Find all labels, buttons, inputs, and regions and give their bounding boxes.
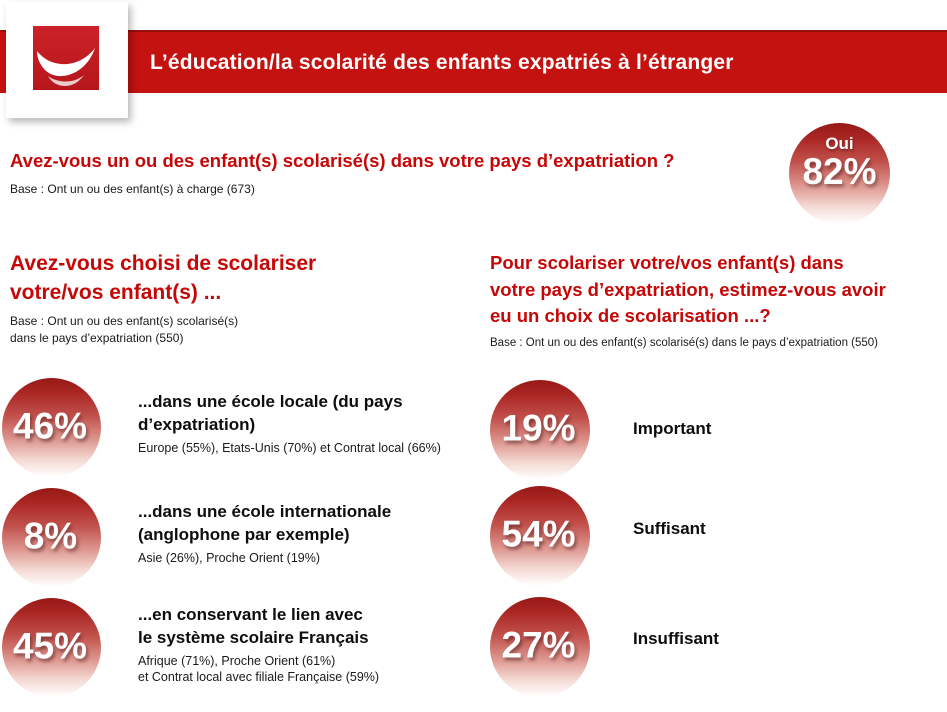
item-label-line: ...en conservant le lien avec [138, 605, 363, 624]
item-label [138, 500, 483, 546]
question1-base: Base : Ont un ou des enfant(s) à charge (673) [10, 182, 255, 196]
question1-block [10, 150, 674, 198]
slide-title: L’éducation/la scolarité des enfants expatriés à l’étranger [150, 50, 734, 74]
item-ecole-internationale [138, 500, 483, 567]
percent-bubble-insuffisant [490, 597, 590, 697]
item-detail-line: Asie (26%), Proche Orient (19%) [138, 551, 321, 565]
item-label-line: d’expatriation) [138, 415, 256, 434]
title-banner [0, 30, 947, 93]
question3-title-line1: Pour scolariser votre/vos enfant(s) dans [490, 252, 844, 273]
label-important: Important [633, 419, 712, 438]
item-label-line: ...dans une école locale (du pays [138, 392, 403, 411]
percent-value: 54% [501, 513, 576, 555]
oui-value: 82% [802, 151, 877, 192]
question2-title [10, 249, 410, 307]
item-detail-line: Afrique (71%), Proche Orient (61%) [138, 654, 336, 668]
percent-value: 27% [501, 624, 576, 666]
item-detail-line: et Contrat local avec filiale Française (59%) [138, 669, 380, 684]
percent-bubble-ecole-locale [2, 378, 101, 477]
question2-title-line1: Avez-vous choisi de scolariser [10, 252, 317, 275]
question3-base: Base : Ont un ou des enfant(s) scolarisé(s) dans le pays d’expatriation (550) [490, 336, 879, 349]
percent-bubble-ecole-internationale [2, 488, 101, 587]
percent-bubble-important [490, 380, 590, 480]
question2-base-line2: dans le pays d’expatriation (550) [10, 331, 184, 345]
percent-value: 45% [12, 624, 88, 666]
item-systeme-francais [138, 603, 483, 685]
item-label [138, 390, 483, 436]
label-insuffisant: Insuffisant [633, 629, 719, 648]
oui-label: Oui [825, 134, 854, 153]
item-detail [138, 441, 483, 457]
item-label [138, 603, 483, 649]
logo-card [6, 2, 128, 118]
oui-bubble [789, 123, 890, 224]
smile-icon [33, 26, 99, 90]
percent-bubble-suffisant [490, 486, 590, 586]
item-ecole-locale [138, 390, 483, 457]
percent-value: 46% [12, 404, 88, 446]
smile-logo-icon [33, 26, 99, 90]
question2-base [10, 313, 410, 347]
question2-base-line1: Base : Ont un ou des enfant(s) scolarisé(s) [10, 314, 239, 328]
question2-title-line2: votre/vos enfant(s) ... [10, 281, 222, 304]
item-detail [138, 654, 483, 685]
item-detail-line: Europe (55%), Etats-Unis (70%) et Contrat local (66%) [138, 441, 441, 455]
question3-title-line2: votre pays d’expatriation, estimez-vous avoir [490, 278, 886, 300]
question1-title: Avez-vous un ou des enfant(s) scolarisé(s) dans votre pays d’expatriation ? [10, 150, 675, 171]
percent-value: 19% [501, 407, 576, 449]
question2-block [10, 249, 410, 347]
question3-title [490, 250, 945, 330]
item-detail [138, 551, 483, 567]
item-label-line: ...dans une école internationale [138, 502, 392, 521]
label-suffisant: Suffisant [633, 519, 706, 538]
item-label-line: le système scolaire Français [138, 628, 369, 647]
question3-block [490, 250, 945, 352]
question3-title-line3: eu un choix de scolarisation ...? [490, 305, 771, 326]
item-label-line: (anglophone par exemple) [138, 525, 350, 544]
percent-value: 8% [23, 514, 78, 556]
percent-bubble-systeme-francais [2, 598, 101, 697]
